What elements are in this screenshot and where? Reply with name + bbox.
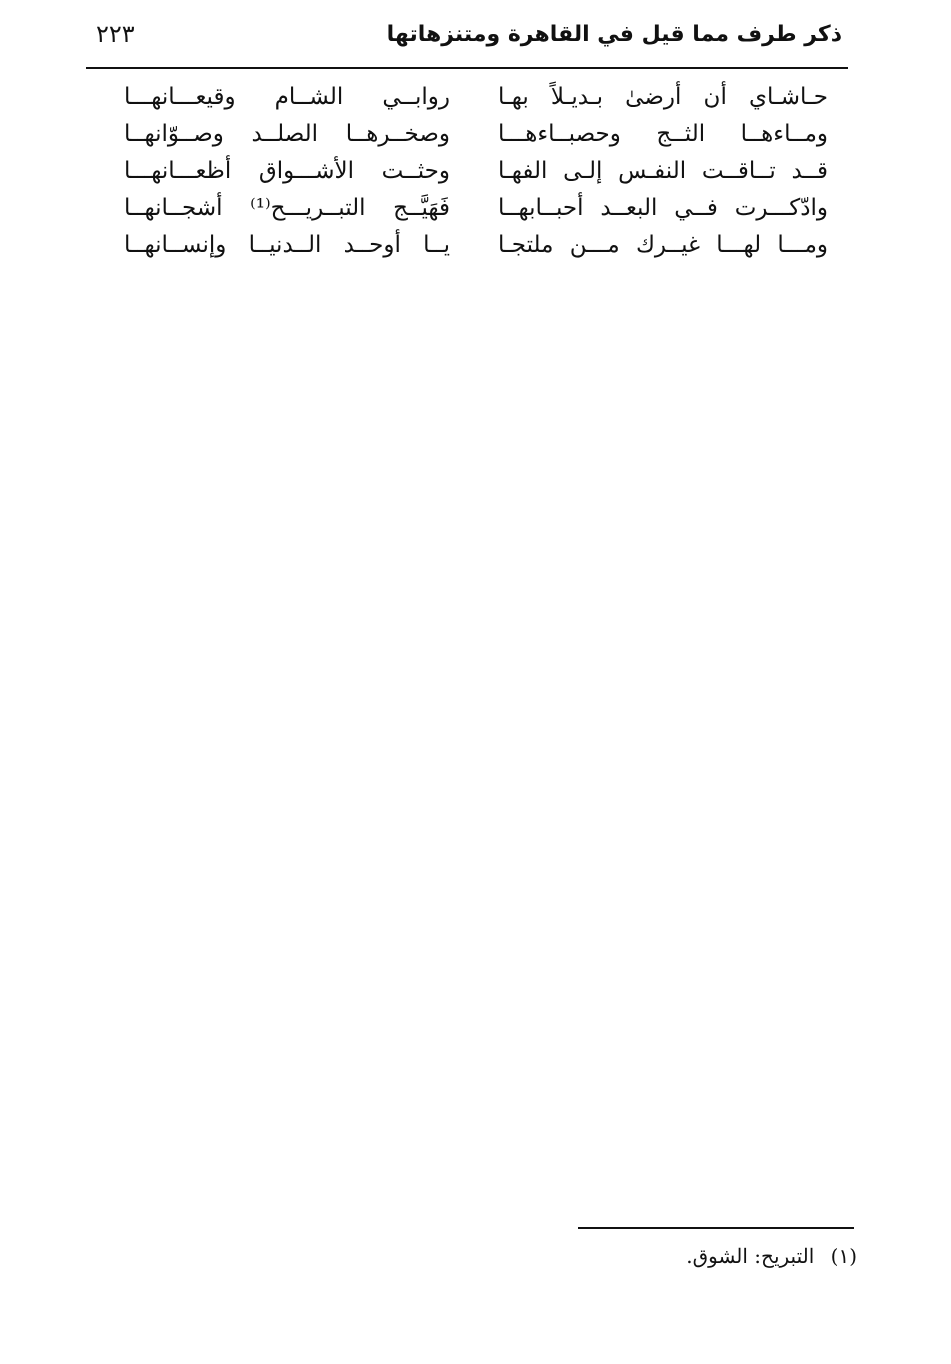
verse [124, 191, 828, 228]
verse-first-hemistich: قــد تــاقــت النفـس إلـى الفهـا [498, 158, 828, 184]
verse-second-hemistich: يــا أوحــد الــدنيــا وإنســانهــا [124, 232, 450, 258]
footnote-separator [578, 1227, 854, 1229]
page-header [88, 22, 842, 62]
verse-first-hemistich: وادّكـــرت فــي البعــد أحبــابهــا [498, 195, 828, 221]
verse-first-hemistich: ومــاءهــا الثــج وحصبــاءهـــا [498, 121, 828, 147]
header-rule [86, 67, 848, 69]
running-head: ذكر طرف مما قيل في القاهرة ومتنزهاتها [386, 22, 842, 47]
verse-first-hemistich: حـاشـاي أن أرضىٰ بـديـلاً بهـا [498, 84, 828, 110]
verse-second-hemistich: روابــي الشــام وقيعـــانهـــا [124, 84, 450, 110]
verse-second-hemistich: وصخــرهــا الصلــد وصــوّانهــا [124, 121, 450, 147]
footnote [686, 1244, 857, 1268]
verse [124, 117, 828, 154]
footnote-text: التبريح: الشوق. [686, 1244, 815, 1268]
poem [124, 80, 828, 265]
verse [124, 228, 828, 265]
footnote-marker: (١) [830, 1244, 857, 1268]
page-number: ٢٢٣ [96, 20, 135, 48]
verse-first-hemistich: ومـــا لهـــا غيــرك مـــن ملتجـا [498, 232, 828, 258]
verse [124, 80, 828, 117]
verse [124, 154, 828, 191]
verse-second-hemistich: فَهَيَّــج التبــريـــح⁽¹⁾ أشجــانهــا [124, 195, 450, 221]
verse-second-hemistich: وحثــت الأشـــواق أظعـــانهـــا [124, 158, 450, 184]
